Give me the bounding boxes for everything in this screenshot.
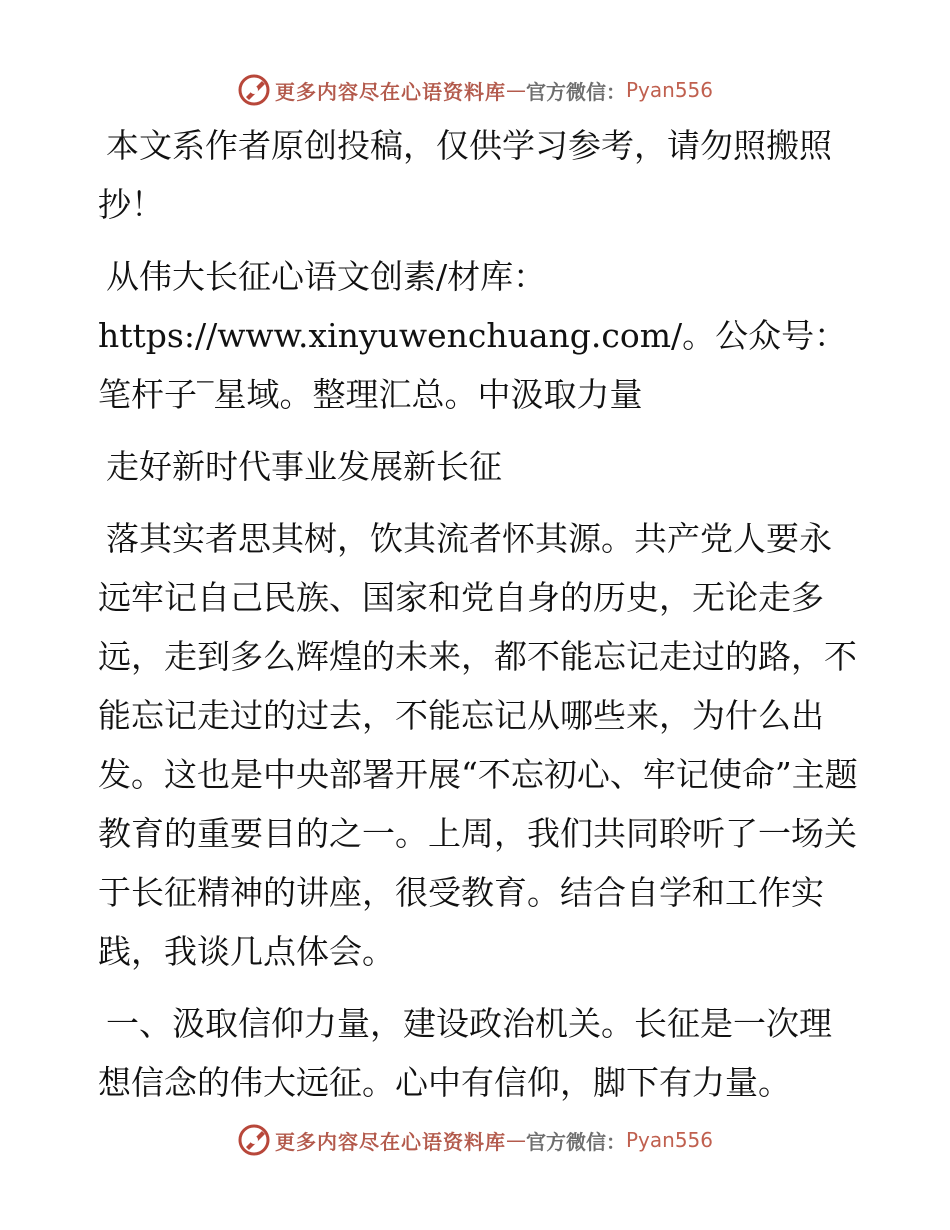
paragraph-intro: 落其实者思其树，饮其流者怀其源。共产党人要永远牢记自己民族、国家和党自身的历史，无论走多远，走到多么辉煌的未来，都不能忘记走过的路，不能忘记走过的过去，不能忘记从哪些来，为什么出发。这也是中央部署开展“不忘初心、牢记使命”主题教育的重要目的之一。上周，我们共同聆听了一场关于长征精神的讲座，很受教育。结合自学和工作实践，我谈几点体会。 [98, 519, 858, 971]
watermark-wechat-label: 官方微信： [525, 1129, 626, 1154]
watermark-text: 更多内容尽在心语资料库 [274, 79, 506, 104]
watermark-wechat-label: 官方微信： [525, 79, 626, 104]
pen-logo-icon [237, 73, 271, 107]
paragraph-copyright-notice: 本文系作者原创投稿，仅供学习参考，请勿照搬照抄！ [98, 126, 832, 224]
header-watermark [0, 70, 950, 110]
paragraph-source: 从伟大长征心语文创素/材库：https://www.xinyuwenchuang.com/。公众号：笔杆子‾星域。整理汇总。中汲取力量 [98, 257, 848, 414]
footer-watermark [0, 1120, 950, 1160]
watermark-dash: — [505, 78, 526, 102]
watermark-text: 更多内容尽在心语资料库 [274, 1129, 506, 1154]
pen-logo-icon [237, 1123, 271, 1157]
document-title: 走好新时代事业发展新长征 [106, 447, 502, 486]
watermark-wechat-id: Pyan556 [625, 78, 713, 102]
document-body [98, 116, 858, 1112]
watermark-wechat-id: Pyan556 [625, 1128, 713, 1152]
paragraph-section-one: 一、汲取信仰力量，建设政治机关。长征是一次理想信念的伟大远征。心中有信仰，脚下有力量。 [98, 1004, 832, 1102]
watermark-dash: — [505, 1128, 526, 1152]
